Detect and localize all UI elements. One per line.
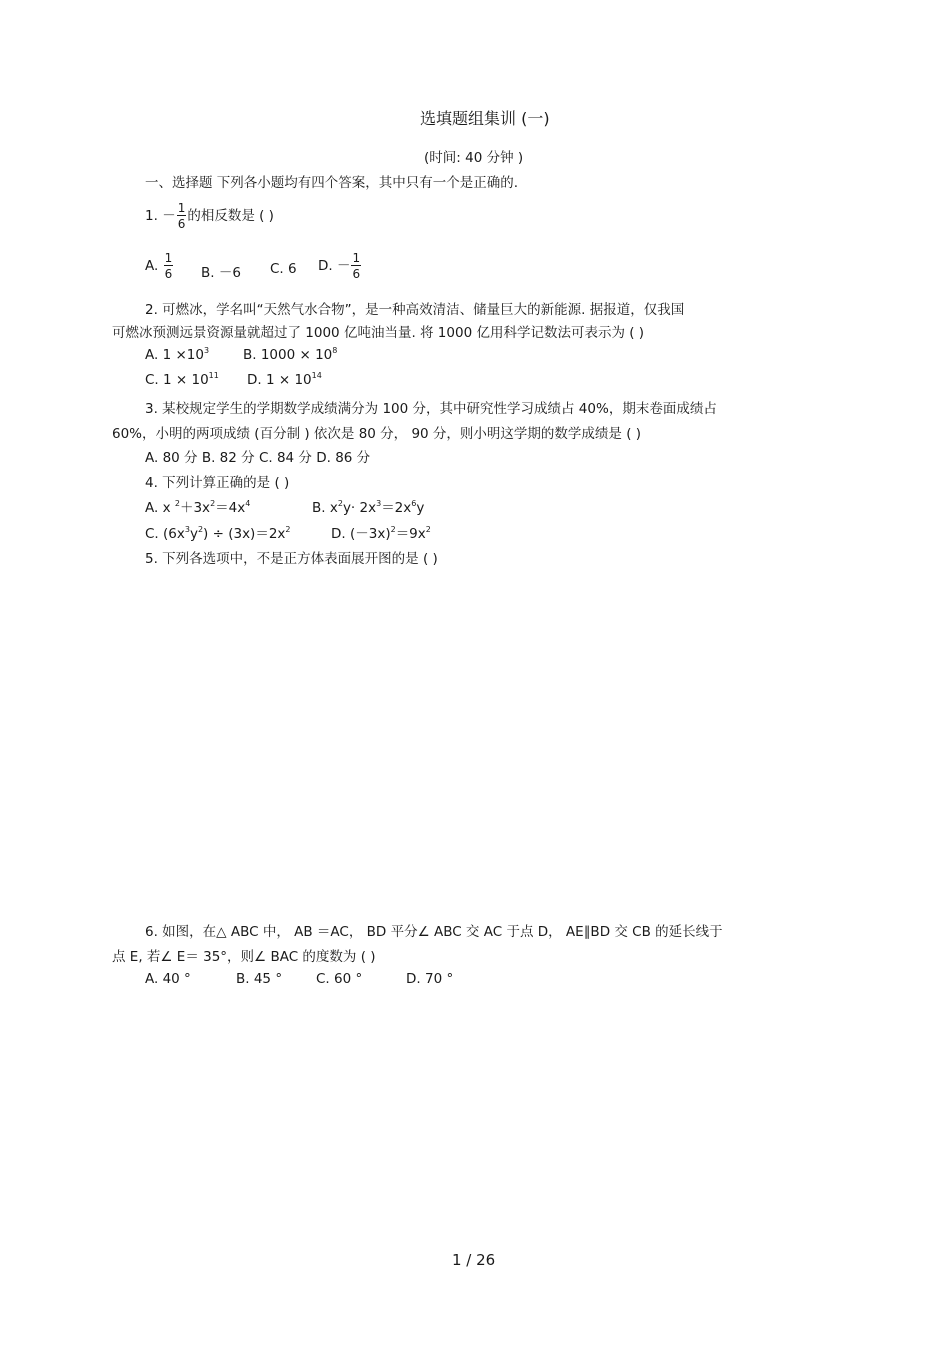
denominator: 6 <box>352 267 361 281</box>
minus-sign: － <box>162 208 176 224</box>
q3-options: A. 80 分 B. 82 分 C. 84 分 D. 86 分 <box>145 450 371 466</box>
question-6-line-1: 6. 如图，在△ ABC 中， AB ＝AC， BD 平分∠ ABC 交 AC 于点 D， AE∥BD 交 CB 的延长线于 <box>145 924 723 940</box>
q2-option-c: C. $1 \times 10^{11}$ <box>145 371 219 388</box>
q6-option-d: D. 70 ° <box>406 971 454 987</box>
q6-option-c: C. 60 ° <box>316 971 363 987</box>
option-label: A. <box>145 258 159 274</box>
denominator: 6 <box>164 267 173 281</box>
q4-option-b: B. $x^2y\cdot 2x^3=2x^6y$ <box>312 499 425 516</box>
time-note: (时间: 40 分钟 ) <box>424 150 524 166</box>
q1-option-d <box>318 252 362 280</box>
question-2-line-1: 2. 可燃冰，学名叫“天然气水合物”，是一种高效清洁、储量巨大的新能源. 据报道，仅我国 <box>145 302 685 318</box>
question-stem: 的相反数是 ( ) <box>187 208 274 224</box>
q4-option-c: C. $(6x^3y^2) \div (3x)=2x^2$ <box>145 525 291 542</box>
q1-option-c: C. 6 <box>270 261 297 277</box>
option-label: D. － <box>318 258 351 274</box>
q4-option-a: A. x $^2+3x^2=4x^4$ <box>145 499 251 516</box>
fraction <box>351 252 361 280</box>
numerator: 1 <box>164 251 173 265</box>
fraction <box>164 252 174 280</box>
q2-option-a: A. $1 \times 10^3$ <box>145 346 210 363</box>
question-2-line-2: 可燃冰预测远景资源量就超过了 1000 亿吨油当量. 将 1000 亿用科学记数法可表示为 ( ) <box>112 325 645 341</box>
question-number: 1. <box>145 208 158 224</box>
q6-option-b: B. 45 ° <box>236 971 283 987</box>
q1-option-a <box>145 252 174 280</box>
numerator: 1 <box>352 251 361 265</box>
numerator: 1 <box>177 201 186 215</box>
q6-option-a: A. 40 ° <box>145 971 191 987</box>
question-3-line-2: 60%，小明的两项成绩 (百分制 ) 依次是 80 分， 90 分，则小明这学期的数学成绩是 ( ) <box>112 426 642 442</box>
q1-option-b: B. －6 <box>201 265 241 281</box>
q4-option-d: D. $(-3x)^2=9x^2$ <box>331 525 431 542</box>
question-3-line-1: 3. 某校规定学生的学期数学成绩满分为 100 分，其中研究性学习成绩占 40%，期末卷面成绩占 <box>145 401 717 417</box>
question-1 <box>145 202 274 230</box>
section-heading: 一、选择题 下列各小题均有四个答案，其中只有一个是正确的. <box>145 175 519 191</box>
fraction <box>177 202 187 230</box>
page-number: 1 / 26 <box>452 1251 496 1269</box>
question-5-stem: 5. 下列各选项中，不是正方体表面展开图的是 ( ) <box>145 551 438 567</box>
q2-option-b: B. $1000 \times 10^8$ <box>243 346 338 363</box>
question-6-line-2: 点 E, 若∠ E＝ 35°，则∠ BAC 的度数为 ( ) <box>112 949 376 965</box>
q2-option-d: D. $1 \times 10^{14}$ <box>247 371 322 388</box>
page-title: 选填题组集训 (一) <box>420 109 550 128</box>
question-4-stem: 4. 下列计算正确的是 ( ) <box>145 475 290 491</box>
denominator: 6 <box>177 217 186 231</box>
